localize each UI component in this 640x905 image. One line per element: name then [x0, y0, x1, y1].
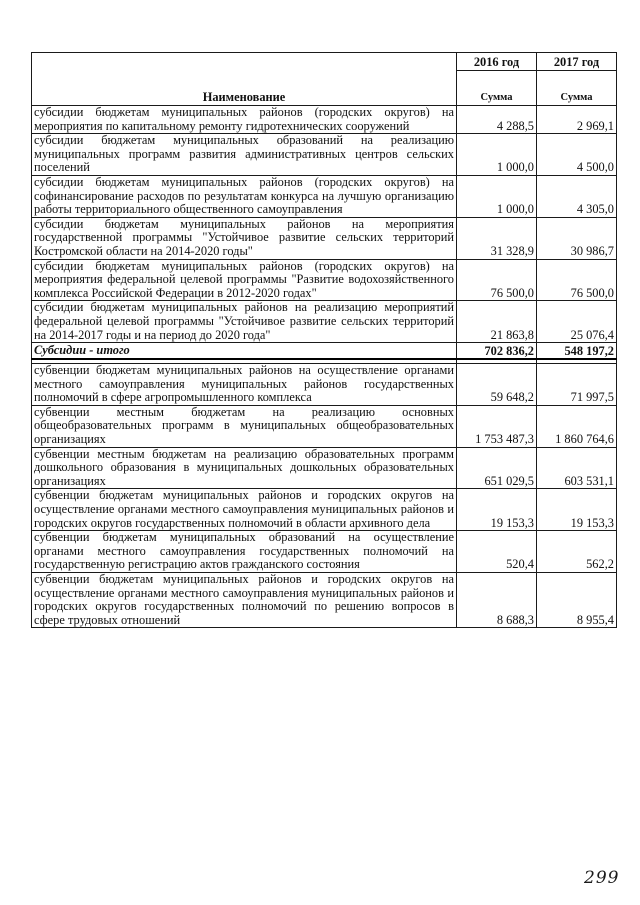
- header-name: Наименование: [32, 53, 457, 106]
- table-row: [32, 259, 617, 301]
- row-value-2017: 25 076,4: [537, 301, 617, 343]
- row-value-2016: 59 648,2: [457, 364, 537, 406]
- header-sum-2016: Сумма: [457, 71, 537, 106]
- row-value-2017: 71 997,5: [537, 364, 617, 406]
- row-name: субвенции местным бюджетам на реализацию образовательных программ дошкольного образования в муниципальных дошкольных образовательных организациях: [32, 447, 457, 489]
- row-name: субвенции бюджетам муниципальных образований на осуществление органами местного самоуправления государственных полномочий на государственную регистрацию актов гражданского состояния: [32, 531, 457, 573]
- row-value-2016: 8 688,3: [457, 573, 537, 628]
- row-name: субвенции бюджетам муниципальных районов и городских округов на осуществление органами местного самоуправления муниципальных районов и городских округов государственных полномочий в области архивного дела: [32, 489, 457, 531]
- table-row: [32, 364, 617, 406]
- page-number: 299: [584, 868, 620, 888]
- row-name: субвенции местным бюджетам на реализацию основных общеобразовательных программ в муниципальных общеобразовательных организациях: [32, 405, 457, 447]
- row-value-2016: 1 000,0: [457, 134, 537, 176]
- header-year-2017: 2017 год: [537, 53, 617, 71]
- row-value-2016: 1 753 487,3: [457, 405, 537, 447]
- row-value-2017: 2 969,1: [537, 106, 617, 134]
- total-value-2017: 548 197,2: [537, 343, 617, 360]
- row-value-2017: 1 860 764,6: [537, 405, 617, 447]
- header-sum-2017: Сумма: [537, 71, 617, 106]
- row-value-2017: 30 986,7: [537, 217, 617, 259]
- row-value-2016: 4 288,5: [457, 106, 537, 134]
- row-value-2016: 31 328,9: [457, 217, 537, 259]
- row-value-2016: 76 500,0: [457, 259, 537, 301]
- table-row: [32, 447, 617, 489]
- table-row: [32, 134, 617, 176]
- total-value-2016: 702 836,2: [457, 343, 537, 360]
- budget-table: [31, 52, 617, 628]
- row-value-2017: 8 955,4: [537, 573, 617, 628]
- row-value-2017: 4 305,0: [537, 175, 617, 217]
- table-row: [32, 489, 617, 531]
- row-name: субвенции бюджетам муниципальных районов и городских округов на осуществление органами местного самоуправления муниципальных районов и городских округов государственных полномочий по решению вопросов в сфере трудовых отношений: [32, 573, 457, 628]
- row-value-2017: 19 153,3: [537, 489, 617, 531]
- row-name: субсидии бюджетам муниципальных районов (городских округов) на софинансирование расходов по результатам конкурса на лучшую организацию работы территориального общественного самоуправления: [32, 175, 457, 217]
- row-value-2016: 520,4: [457, 531, 537, 573]
- row-name: субсидии бюджетам муниципальных районов на мероприятия государственной программы "Устойчивое развитие сельских территорий Костромской области на 2014-2020 годы": [32, 217, 457, 259]
- header-row-years: [32, 53, 617, 71]
- row-value-2016: 651 029,5: [457, 447, 537, 489]
- table-row: [32, 405, 617, 447]
- row-value-2017: 603 531,1: [537, 447, 617, 489]
- row-name: субсидии бюджетам муниципальных районов на реализацию мероприятий федеральной целевой программы "Устойчивое развитие сельских территорий на 2014-2017 годы и на период до 2020 года": [32, 301, 457, 343]
- row-name: субсидии бюджетам муниципальных образований на реализацию муниципальных программ развития административных центров сельских поселений: [32, 134, 457, 176]
- row-name: субсидии бюджетам муниципальных районов (городских округов) на мероприятия федеральной целевой программы "Развитие водохозяйственного комплекса Российской Федерации в 2012-2020 годах": [32, 259, 457, 301]
- table-row: [32, 301, 617, 343]
- row-value-2017: 562,2: [537, 531, 617, 573]
- table-row: [32, 217, 617, 259]
- total-row-subsidies: [32, 343, 617, 360]
- table-row: [32, 106, 617, 134]
- row-value-2017: 76 500,0: [537, 259, 617, 301]
- row-value-2017: 4 500,0: [537, 134, 617, 176]
- header-year-2016: 2016 год: [457, 53, 537, 71]
- row-value-2016: 19 153,3: [457, 489, 537, 531]
- row-name: субвенции бюджетам муниципальных районов на осуществление органами местного самоуправления муниципальных районов государственных полномочий в сфере агропромышленного комплекса: [32, 364, 457, 406]
- row-value-2016: 1 000,0: [457, 175, 537, 217]
- table-row: [32, 531, 617, 573]
- row-value-2016: 21 863,8: [457, 301, 537, 343]
- table-row: [32, 573, 617, 628]
- table-row: [32, 175, 617, 217]
- row-name: субсидии бюджетам муниципальных районов (городских округов) на мероприятия по капитальному ремонту гидротехнических сооружений: [32, 106, 457, 134]
- total-name: Субсидии - итого: [32, 343, 457, 360]
